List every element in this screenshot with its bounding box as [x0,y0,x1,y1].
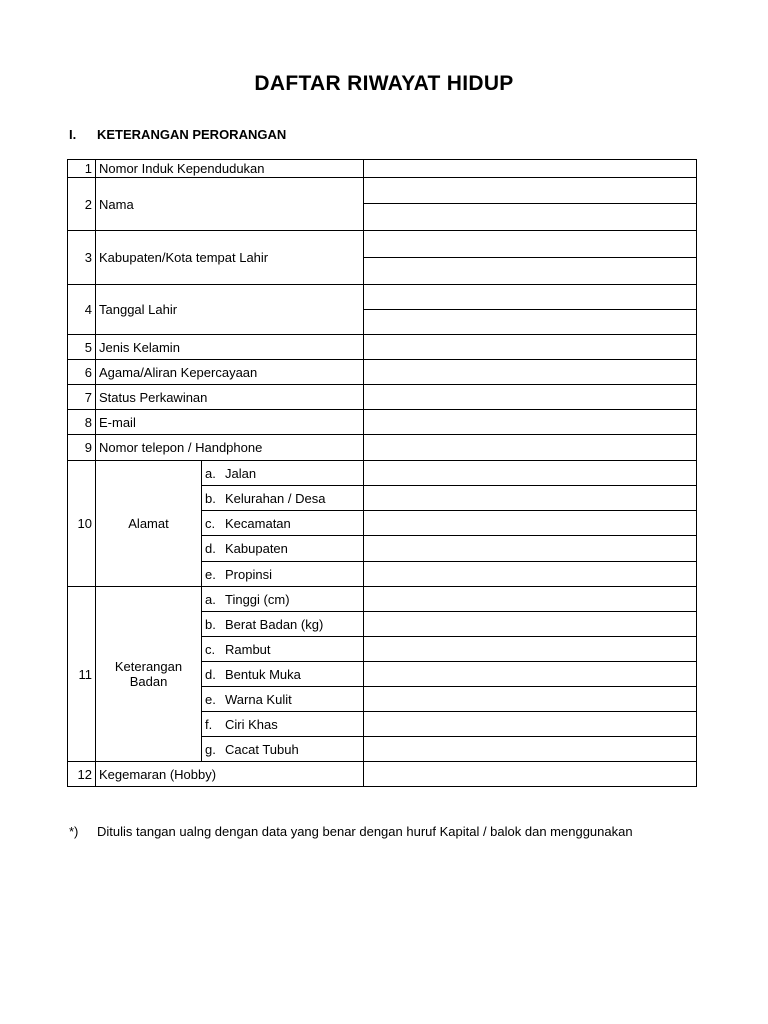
row-label: Nama [96,178,364,231]
birthdate-field-line-2[interactable] [364,310,697,335]
gender-field[interactable] [364,335,697,360]
sub-label: c. Rambut [202,637,364,662]
row-label: Nomor telepon / Handphone [96,435,364,461]
table-row [68,178,697,204]
section-heading [69,127,286,142]
table-row [68,587,697,612]
nik-field[interactable] [364,160,697,178]
village-field[interactable] [364,486,697,511]
row-number: 4 [68,285,96,335]
district-field[interactable] [364,511,697,536]
table-row [68,410,697,435]
row-number: 11 [68,587,96,762]
sub-label: d. Bentuk Muka [202,662,364,687]
sub-label: f. Ciri Khas [202,712,364,737]
row-label: Tanggal Lahir [96,285,364,335]
row-label: Jenis Kelamin [96,335,364,360]
sub-label: g. Cacat Tubuh [202,737,364,762]
row-number: 5 [68,335,96,360]
weight-field[interactable] [364,612,697,637]
marital-status-field[interactable] [364,385,697,410]
document-title: DAFTAR RIWAYAT HIDUP [254,72,514,95]
table-row [68,385,697,410]
row-label: Kabupaten/Kota tempat Lahir [96,231,364,285]
section-number: I. [69,127,77,142]
birthplace-field-line-2[interactable] [364,258,697,285]
section-title: KETERANGAN PERORANGAN [97,127,287,142]
sub-label: c. Kecamatan [202,511,364,536]
table-row [68,360,697,385]
row-number: 7 [68,385,96,410]
table-row [68,762,697,787]
name-field-line-2[interactable] [364,204,697,231]
province-field[interactable] [364,562,697,587]
footnote-text: Ditulis tangan ualng dengan data yang benar dengan huruf Kapital / balok dan menggunakan [97,824,633,839]
row-label: Agama/Aliran Kepercayaan [96,360,364,385]
birthdate-field-line-1[interactable] [364,285,697,310]
footnote [69,824,696,839]
height-field[interactable] [364,587,697,612]
name-field-line-1[interactable] [364,178,697,204]
table-row [68,231,697,258]
table-row [68,335,697,360]
sub-label: a. Tinggi (cm) [202,587,364,612]
email-field[interactable] [364,410,697,435]
row-number: 1 [68,160,96,178]
sub-label: b. Kelurahan / Desa [202,486,364,511]
row-number: 3 [68,231,96,285]
hobby-field[interactable] [364,762,697,787]
personal-info-table [67,159,697,787]
religion-field[interactable] [364,360,697,385]
row-number: 12 [68,762,96,787]
birthplace-field-line-1[interactable] [364,231,697,258]
table-row [68,435,697,461]
sub-label: a. Jalan [202,461,364,486]
row-label: Kegemaran (Hobby) [96,762,364,787]
regency-field[interactable] [364,536,697,562]
row-label: E-mail [96,410,364,435]
disability-field[interactable] [364,737,697,762]
phone-field[interactable] [364,435,697,461]
row-label: Nomor Induk Kependudukan [96,160,364,178]
row-number: 9 [68,435,96,461]
distinctive-mark-field[interactable] [364,712,697,737]
table-row [68,160,697,178]
footnote-mark: *) [69,824,79,839]
hair-field[interactable] [364,637,697,662]
row-label: Status Perkawinan [96,385,364,410]
table-row [68,461,697,486]
skin-color-field[interactable] [364,687,697,712]
row-number: 6 [68,360,96,385]
sub-label: e. Propinsi [202,562,364,587]
row-label: Alamat [96,461,202,587]
face-shape-field[interactable] [364,662,697,687]
sub-label: e. Warna Kulit [202,687,364,712]
street-field[interactable] [364,461,697,486]
row-number: 10 [68,461,96,587]
row-label: Keterangan Badan [96,587,202,762]
sub-label: b. Berat Badan (kg) [202,612,364,637]
row-number: 2 [68,178,96,231]
sub-label: d. Kabupaten [202,536,364,562]
table-row [68,285,697,310]
row-number: 8 [68,410,96,435]
